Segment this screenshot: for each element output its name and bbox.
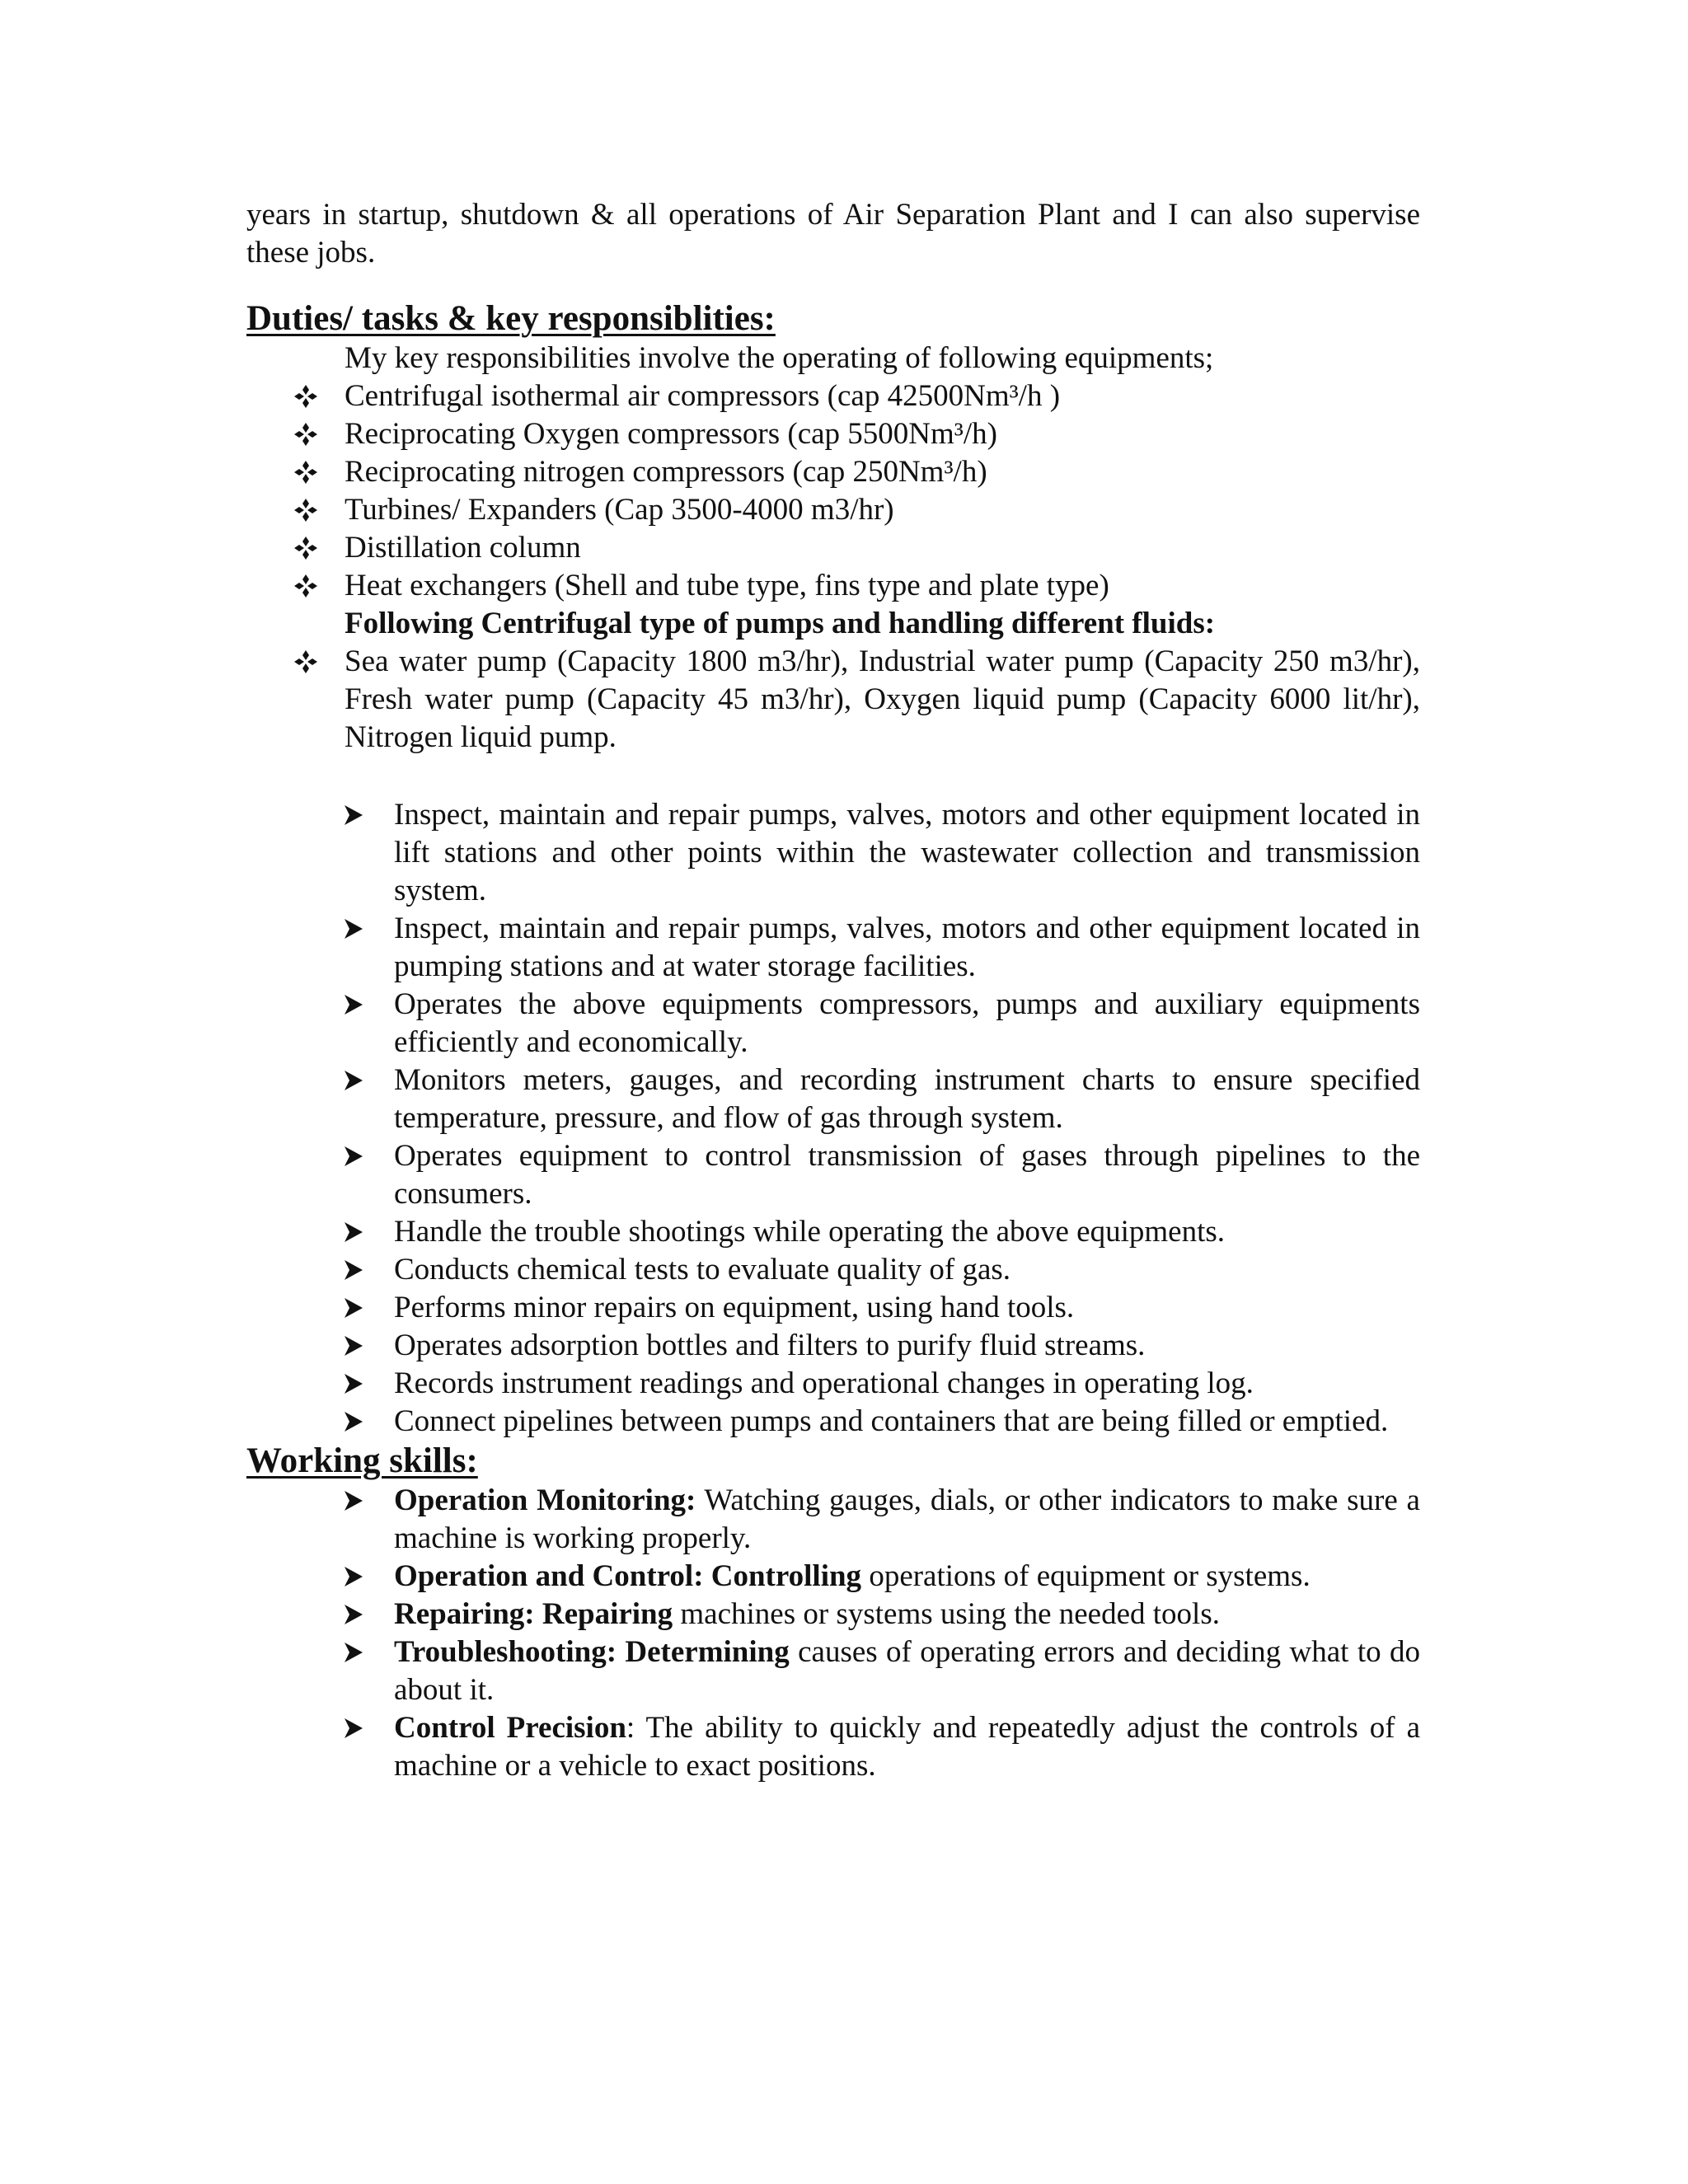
list-item	[246, 1709, 1420, 1785]
task-text: Operates equipment to control transmission of gases through pipelines to the consumers.	[394, 1139, 1420, 1211]
list-item	[246, 1482, 1420, 1558]
list-item	[246, 910, 1420, 986]
pumps-subheading: Following Centrifugal type of pumps and handling different fluids:	[345, 607, 1216, 640]
list-item	[246, 529, 1420, 567]
task-text: Connect pipelines between pumps and containers that are being filled or emptied.	[394, 1404, 1389, 1438]
skill-title: Troubleshooting: Determining	[394, 1635, 790, 1669]
list-item	[246, 1633, 1420, 1709]
duties-lead-text: My key responsibilities involve the operating of following equipments;	[345, 341, 1214, 375]
intro-paragraph: years in startup, shutdown & all operations of Air Separation Plant and I can also supervise these jobs.	[246, 198, 1420, 269]
task-text: Handle the trouble shootings while operating the above equipments.	[394, 1215, 1226, 1249]
arrow-bullet-icon	[343, 986, 376, 1024]
list-item	[246, 415, 1420, 453]
skill-description: operations of equipment or systems.	[861, 1559, 1311, 1593]
list-item	[246, 986, 1420, 1062]
list-item	[246, 1365, 1420, 1403]
working-skills-heading: Working skills:	[246, 1441, 478, 1480]
task-text: Operates adsorption bottles and filters to purify fluid streams.	[394, 1329, 1146, 1362]
task-text: Inspect, maintain and repair pumps, valves, motors and other equipment located in lift stations and other points within the wastewater collection and transmission system.	[394, 798, 1420, 907]
arrow-bullet-icon	[343, 1633, 376, 1671]
list-item	[246, 1251, 1420, 1289]
arrow-bullet-icon	[343, 1558, 376, 1596]
arrow-bullet-icon	[343, 1289, 376, 1327]
list-item	[246, 1596, 1420, 1633]
equipment-item-text: Reciprocating Oxygen compressors (cap 5500Nm³/h)	[345, 417, 997, 451]
task-text: Inspect, maintain and repair pumps, valves, motors and other equipment located in pumping stations and at water storage facilities.	[394, 912, 1420, 983]
equipment-item-text: Centrifugal isothermal air compressors (cap 42500Nm³/h )	[345, 379, 1061, 413]
skill-title: Control Precision	[394, 1711, 626, 1745]
equipment-item-text: Turbines/ Expanders (Cap 3500-4000 m3/hr)	[345, 493, 894, 527]
list-item	[246, 491, 1420, 529]
pumps-list	[246, 643, 1420, 757]
task-text: Records instrument readings and operational changes in operating log.	[394, 1366, 1254, 1400]
arrow-bullet-icon	[343, 1062, 376, 1099]
equipment-item-text: Reciprocating nitrogen compressors (cap 250Nm³/h)	[345, 455, 987, 489]
list-item	[246, 1137, 1420, 1213]
skill-description: machines or systems using the needed tools.	[673, 1597, 1220, 1631]
list-item	[246, 1403, 1420, 1441]
skill-title: Repairing: Repairing	[394, 1597, 673, 1631]
arrow-bullet-icon	[343, 910, 376, 948]
diamond-bullet-icon	[293, 529, 326, 567]
arrow-bullet-icon	[343, 1596, 376, 1633]
arrow-bullet-icon	[343, 1251, 376, 1289]
arrow-bullet-icon	[343, 796, 376, 834]
equipment-item-text: Distillation column	[345, 531, 581, 565]
pumps-item-text: Sea water pump (Capacity 1800 m3/hr), Industrial water pump (Capacity 250 m3/hr), Fresh water pump (Capacity 45 m3/hr), Oxygen liquid pump (Capacity 6000 lit/hr), Nitrogen liquid pump.	[345, 644, 1420, 754]
list-item	[246, 1213, 1420, 1251]
list-item	[246, 1558, 1420, 1596]
resume-page	[246, 196, 1420, 1785]
list-item	[246, 377, 1420, 415]
diamond-bullet-icon	[293, 415, 326, 453]
list-item	[246, 1062, 1420, 1137]
diamond-bullet-icon	[293, 491, 326, 529]
diamond-bullet-icon	[293, 643, 326, 681]
task-text: Monitors meters, gauges, and recording instrument charts to ensure specified temperature, pressure, and flow of gas through system.	[394, 1063, 1420, 1135]
list-item	[246, 567, 1420, 605]
arrow-bullet-icon	[343, 1213, 376, 1251]
skill-description: : The ability to quickly and repeatedly adjust the controls of a machine or a vehicle to exact positions.	[394, 1711, 1420, 1783]
task-text: Performs minor repairs on equipment, using hand tools.	[394, 1291, 1075, 1324]
skill-title: Operation and Control: Controlling	[394, 1559, 862, 1593]
task-text: Conducts chemical tests to evaluate quality of gas.	[394, 1253, 1011, 1286]
equipment-list	[246, 377, 1420, 605]
working-skills-list	[246, 1482, 1420, 1785]
skill-title: Operation Monitoring:	[394, 1483, 696, 1517]
skill-description: causes of operating errors and deciding what to do about it.	[394, 1635, 1420, 1707]
list-item	[246, 796, 1420, 910]
arrow-bullet-icon	[343, 1137, 376, 1175]
diamond-bullet-icon	[293, 567, 326, 605]
tasks-list	[246, 796, 1420, 1441]
list-item	[246, 453, 1420, 491]
list-item	[246, 1327, 1420, 1365]
diamond-bullet-icon	[293, 377, 326, 415]
arrow-bullet-icon	[343, 1709, 376, 1747]
arrow-bullet-icon	[343, 1482, 376, 1520]
diamond-bullet-icon	[293, 453, 326, 491]
equipment-item-text: Heat exchangers (Shell and tube type, fins type and plate type)	[345, 569, 1109, 602]
task-text: Operates the above equipments compressors, pumps and auxiliary equipments efficiently and economically.	[394, 987, 1420, 1059]
spacer	[246, 757, 1420, 796]
arrow-bullet-icon	[343, 1327, 376, 1365]
list-item	[246, 1289, 1420, 1327]
list-item	[246, 643, 1420, 757]
skill-description: Watching gauges, dials, or other indicators to make sure a machine is working properly.	[394, 1483, 1420, 1555]
duties-heading: Duties/ tasks & key responsiblities:	[246, 299, 776, 338]
arrow-bullet-icon	[343, 1365, 376, 1403]
arrow-bullet-icon	[343, 1403, 376, 1441]
